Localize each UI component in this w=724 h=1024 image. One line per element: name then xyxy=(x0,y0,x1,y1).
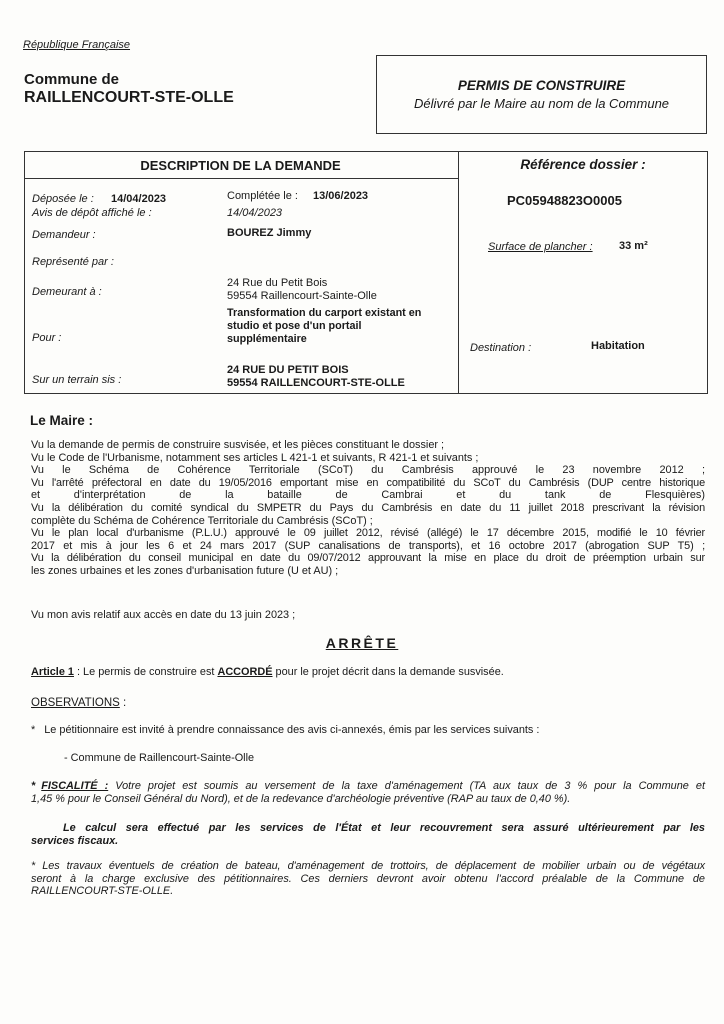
consideration-line: Vu le Code de l'Urbanisme, notamment ses articles L 421-1 et suivants, R 421-1 et suivants ; xyxy=(31,451,479,464)
works-text-1: Les travaux éventuels de création de bateau, d'aménagement de trottoirs, de déplacement de mobilier urbain ou de végétaux xyxy=(35,860,705,872)
observation-1-text: Le pétitionnaire est invité à prendre connaissance des avis ci-annexés, émis par les services suivants : xyxy=(44,724,540,736)
bullet: * xyxy=(31,724,36,736)
article1-text-end: pour le projet décrit dans la demande susvisée. xyxy=(272,666,504,678)
completed-date: 13/06/2023 xyxy=(313,190,369,202)
consideration-line: Vu le plan local d'urbanisme (P.L.U.) approuvé le 09 juillet 2012, révisé (allégé) le 17 décembre 2015, modifié le 10 février xyxy=(31,527,705,540)
works-text-3: RAILLENCOURT-STE-OLLE. xyxy=(31,885,174,898)
request-title: DESCRIPTION DE LA DEMANDE xyxy=(140,158,341,173)
consideration-line: 2017 et mis à jour les 6 et 24 mars 2017 (SUP canalisations de transports), et 16 octobre 2017 (abrogation SUP T5) ; xyxy=(31,539,705,552)
article1-text: : Le permis de construire est xyxy=(73,666,218,678)
consideration-line: Vu la délibération du comité syndical du SMPETR du Pays du Cambrésis en date du 11 juillet 2018 prescrivant la révision xyxy=(31,501,705,514)
purpose-line2: studio et pose d'un portail xyxy=(227,320,362,332)
bullet: * xyxy=(31,780,36,792)
reference-title: Référence dossier : xyxy=(520,157,646,172)
purpose-line1: Transformation du carport existant en xyxy=(227,307,422,319)
permit-title: PERMIS DE CONSTRUIRE xyxy=(457,78,626,93)
commune-name: RAILLENCOURT-STE-OLLE xyxy=(24,89,234,106)
consideration-line: Vu la demande de permis de construire susvisée, et les pièces constituant le dossier ; xyxy=(31,439,445,451)
permit-subtitle: Délivré par le Maire au nom de la Commune xyxy=(413,96,670,111)
arrete-heading: ARRÊTE xyxy=(325,635,399,651)
consideration-line: les zones urbaines et les zones d'urbanisation future (U et AU) ; xyxy=(31,564,339,577)
maire-heading: Le Maire : xyxy=(30,413,94,428)
fiscal-line-1 xyxy=(31,780,705,793)
applicant-label: Demandeur : xyxy=(32,229,96,241)
article-1 xyxy=(31,666,504,679)
observation-1-service: - Commune de Raillencourt-Sainte-Olle xyxy=(64,752,255,764)
works-line-1 xyxy=(31,860,705,873)
notice-label: Avis de dépôt affiché le : xyxy=(32,207,152,219)
request-column-divider xyxy=(458,152,459,393)
considerations xyxy=(31,439,705,578)
article1-decision: ACCORDÉ xyxy=(217,666,273,678)
completed-label: Complétée le : xyxy=(227,190,298,202)
works-block xyxy=(31,860,705,898)
observations-colon: : xyxy=(119,697,127,709)
represented-label: Représenté par : xyxy=(32,256,114,268)
observation-1 xyxy=(31,724,539,737)
observations-heading xyxy=(31,697,126,710)
land-label: Sur un terrain sis : xyxy=(32,374,122,386)
residence-line2: 59554 Raillencourt-Sainte-Olle xyxy=(227,290,377,302)
permit-box xyxy=(376,55,707,134)
applicant-name: BOUREZ Jimmy xyxy=(227,227,312,239)
notice-date: 14/04/2023 xyxy=(227,207,283,219)
destination-label: Destination : xyxy=(470,342,532,354)
request-box xyxy=(24,151,708,394)
surface-value: 33 m² xyxy=(619,240,648,252)
consideration-line: Vu la délibération du conseil municipal en date du 09/07/2012 approuvant la mise en place du droit de préemption urbain sur xyxy=(31,552,705,565)
avis-line: Vu mon avis relatif aux accès en date du 13 juin 2023 ; xyxy=(31,609,296,621)
deposited-date: 14/04/2023 xyxy=(111,193,167,205)
calc-line-1: Le calcul sera effectué par les services de l'État et leur recouvrement sera assuré ultérieurement par les xyxy=(63,822,705,834)
destination-value: Habitation xyxy=(591,340,645,352)
land-line2: 59554 RAILLENCOURT-STE-OLLE xyxy=(227,377,405,389)
deposited-label: Déposée le : xyxy=(32,193,94,205)
consideration-line: Vu l'arrêté préfectoral en date du 19/05/2016 emportant mise en compatibilité du SCoT du Cambrésis (DUP centre historique xyxy=(31,476,705,489)
calc-line-2: services fiscaux. xyxy=(31,834,119,847)
reference-number: PC05948823O0005 xyxy=(507,193,622,208)
consideration-line: Vu le Schéma de Cohérence Territoriale (SCoT) du Cambrésis approuvé le 23 novembre 2012 ; xyxy=(31,464,705,477)
land-line1: 24 RUE DU PETIT BOIS xyxy=(227,364,349,376)
request-header-divider xyxy=(25,178,458,179)
republic-label: République Française xyxy=(23,39,131,51)
observations-label: OBSERVATIONS xyxy=(31,697,120,709)
article1-label: Article 1 xyxy=(31,666,74,678)
consideration-line: et d'interprétation de la bataille de Cambrai et du tank de Flesquières) xyxy=(31,489,705,502)
purpose-line3: supplémentaire xyxy=(227,333,307,345)
purpose-label: Pour : xyxy=(32,332,62,344)
works-text-2: seront à la charge exclusive des pétitionnaires. Ces derniers devront avoir obtenu l'accord préalable de la Commune de xyxy=(31,872,705,885)
calc-block xyxy=(31,822,705,847)
fiscal-text-2: 1,45 % pour le Conseil Général du Nord), et de la redevance d'archéologie préventive (RAP au taux de 0,40 %). xyxy=(31,792,571,805)
residence-label: Demeurant à : xyxy=(32,286,102,298)
surface-label: Surface de plancher : xyxy=(488,241,593,253)
consideration-line: complète du Schéma de Cohérence Territoriale du Cambrésis (SCoT) ; xyxy=(31,514,373,527)
purpose-text xyxy=(227,307,421,346)
bullet: * xyxy=(31,860,36,872)
fiscal-block xyxy=(31,780,705,805)
fiscal-text-1: Votre projet est soumis au versement de la taxe d'aménagement (TA aux taux de 3 % pour la Commune et xyxy=(108,780,705,792)
residence-line1: 24 Rue du Petit Bois xyxy=(227,277,328,289)
fiscal-label: FISCALITÉ : xyxy=(41,780,109,792)
commune-label: Commune de xyxy=(24,71,120,88)
